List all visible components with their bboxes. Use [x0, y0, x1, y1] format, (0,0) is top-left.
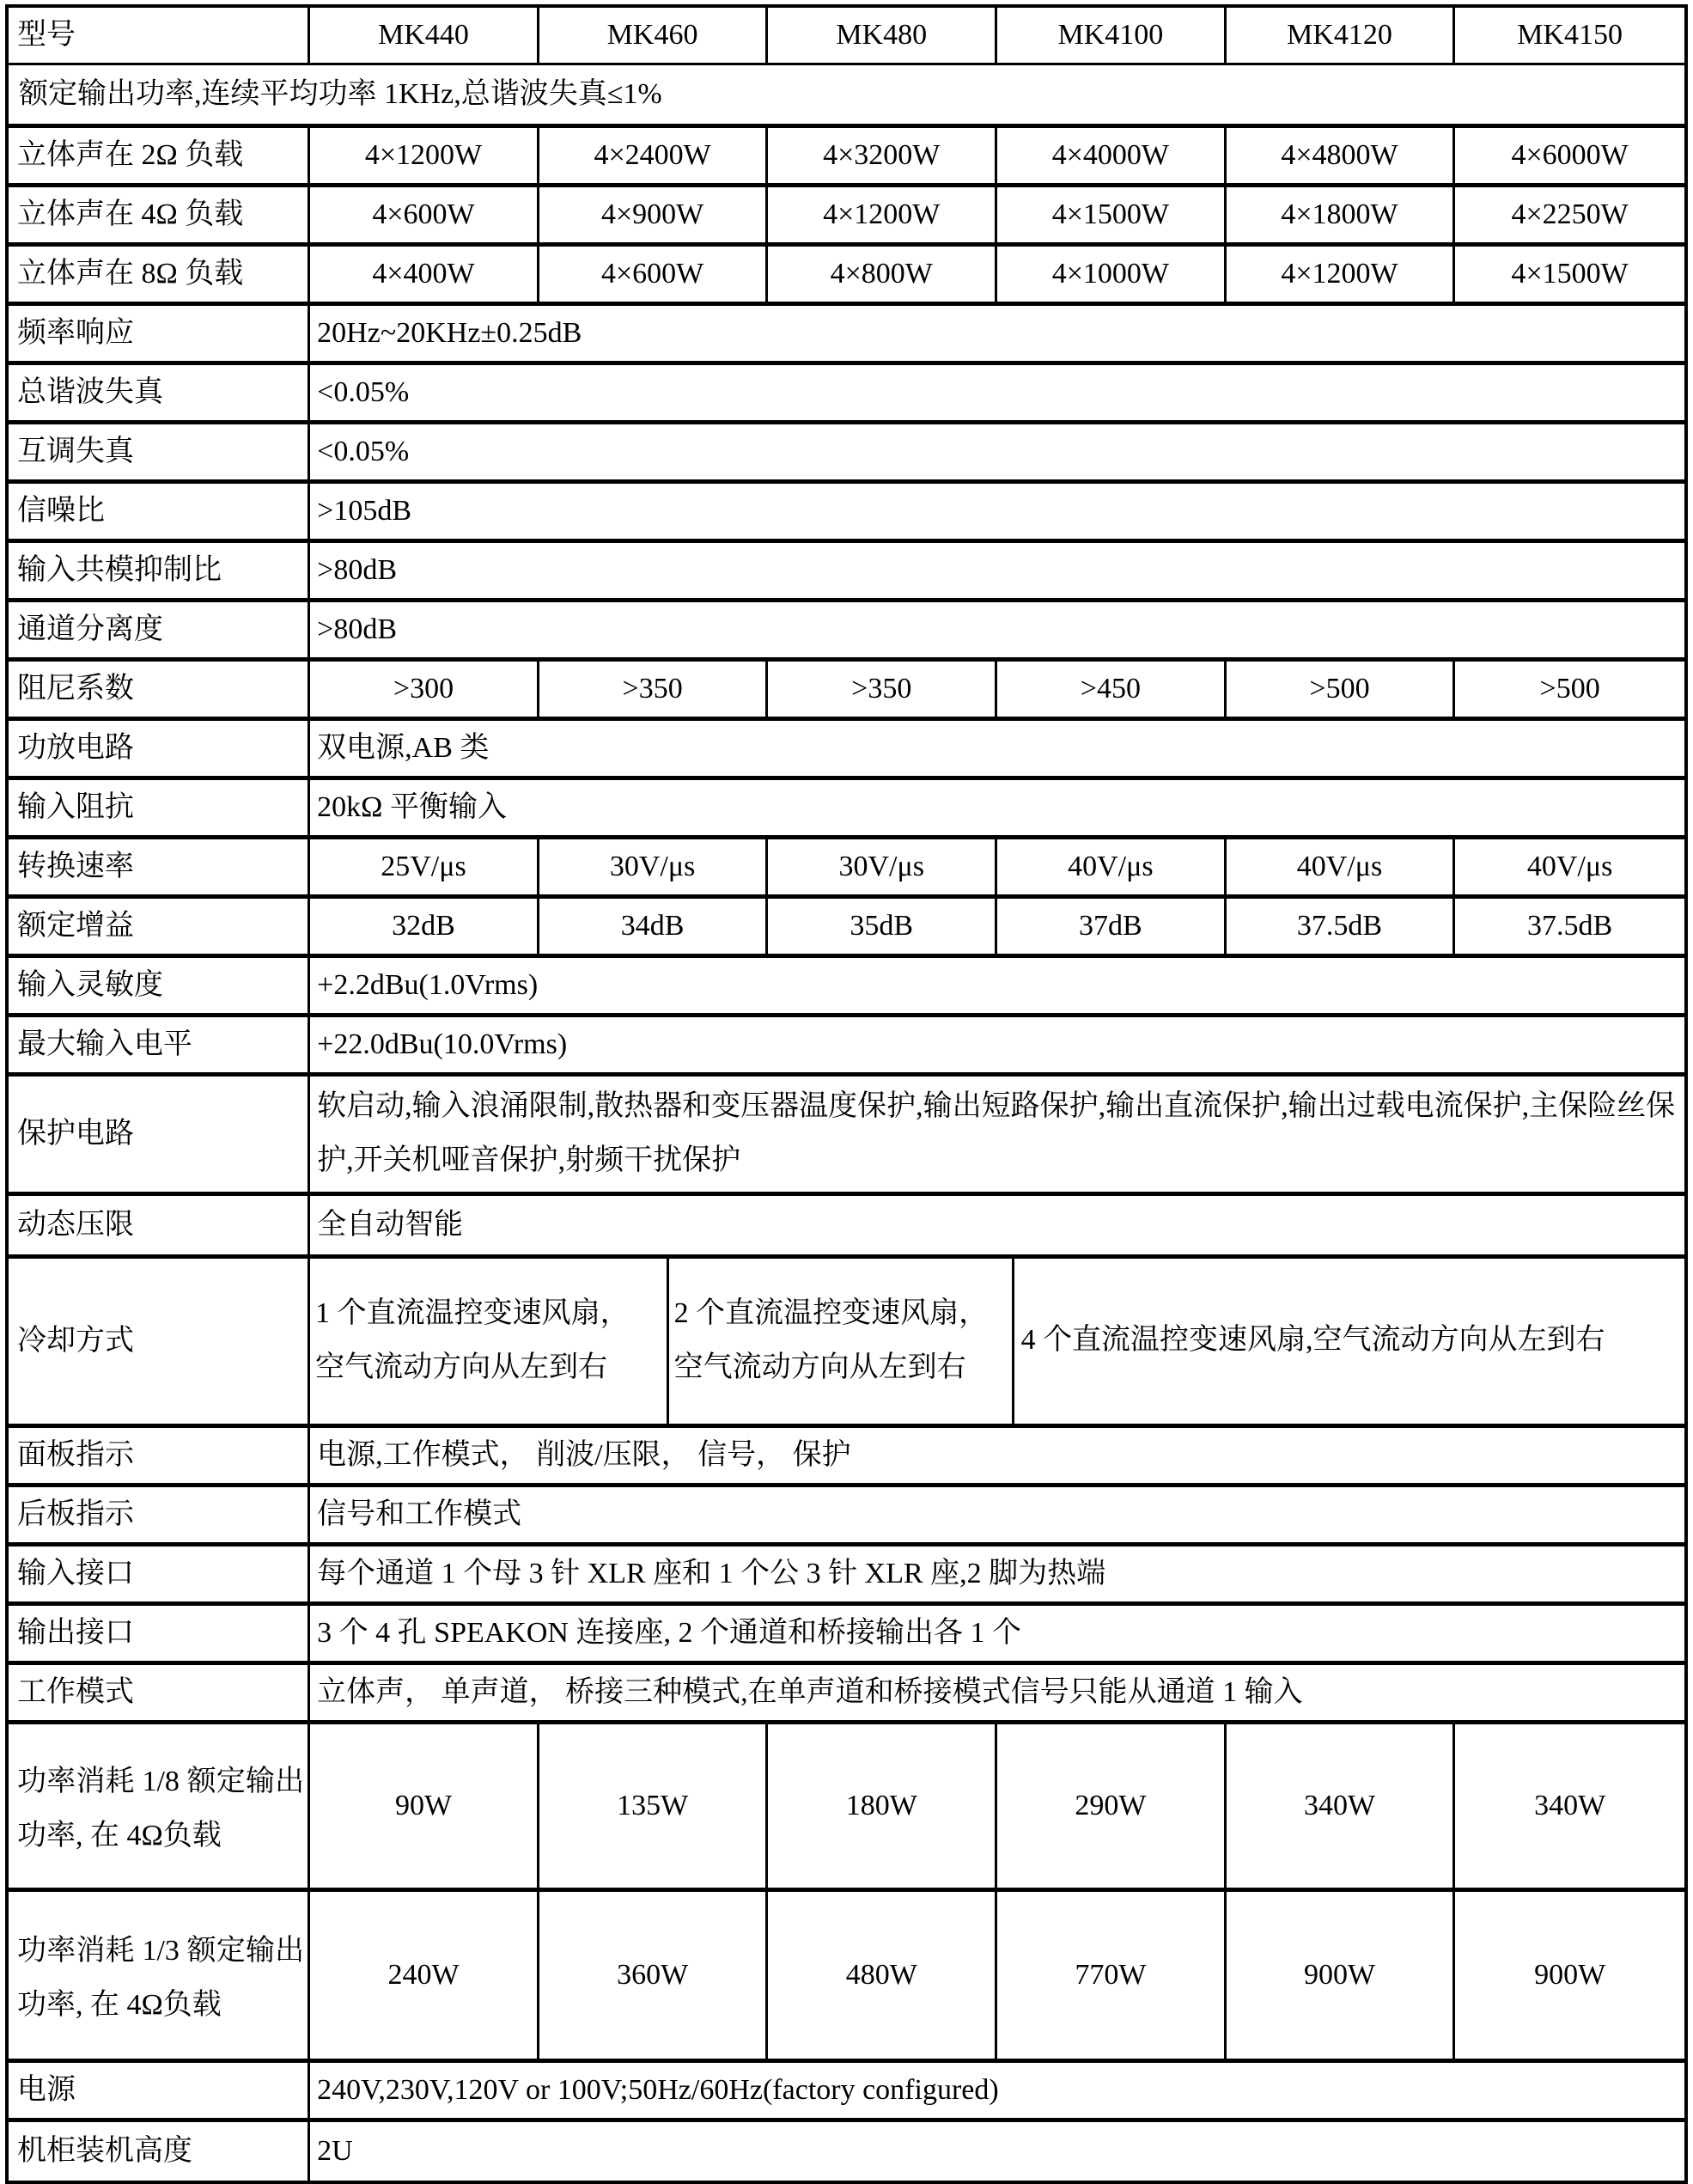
spec-value: 电源,工作模式， 削波/压限， 信号， 保护: [317, 1438, 851, 1471]
spec-value: 480W: [768, 1892, 997, 2059]
amplifier-spec-table: [5, 4, 1688, 2184]
spec-value: >500: [1227, 662, 1456, 717]
row-cmrr: [9, 543, 1684, 602]
spec-label: [9, 1724, 310, 1888]
spec-value: >350: [539, 662, 769, 717]
spec-label: 冷却方式: [9, 1259, 310, 1424]
spec-value: 4×900W: [539, 187, 769, 242]
spec-value: 25V/μs: [310, 839, 539, 894]
row-stereo-4ohm: [9, 187, 1684, 247]
spec-value: 900W: [1534, 1958, 1606, 1991]
spec-value: 软启动,输入浪涌限制,散热器和变压器温度保护,输出短路保护,输出直流保护,输出过载电流保护,主保险丝保护,开关机哑音保护,射频干扰保护: [317, 1090, 1676, 1176]
spec-label-text: 功率消耗 1/8 额定输出功率, 在 4Ω负载: [17, 1765, 305, 1852]
spec-value: >450: [997, 662, 1227, 717]
row-rated-gain: [9, 899, 1684, 958]
rated-output-section-title: 额定输出功率,连续平均功率 1KHz,总谐波失真≤1%: [19, 77, 662, 110]
spec-label: 输入灵敏度: [9, 958, 310, 1013]
row-protection: [9, 1077, 1684, 1196]
spec-value: 4×600W: [310, 187, 539, 242]
spec-value: 30V/μs: [539, 839, 769, 894]
spec-value: 2U: [317, 2134, 353, 2167]
row-rack-height: [9, 2122, 1684, 2181]
cooling-small-models: 1 个直流温控变速风扇， 空气流动方向从左到右: [310, 1259, 669, 1424]
spec-value: 4×1500W: [997, 187, 1227, 242]
row-cooling: [9, 1259, 1684, 1428]
spec-value: 3 个 4 孔 SPEAKON 连接座, 2 个通道和桥接输出各 1 个: [317, 1616, 1021, 1649]
spec-label: 面板指示: [9, 1428, 310, 1483]
spec-value: 4×1800W: [1227, 187, 1456, 242]
spec-value: 290W: [997, 1724, 1227, 1888]
model-name-mk480: MK480: [768, 8, 997, 63]
spec-value: 立体声， 单声道， 桥接三种模式,在单声道和桥接模式信号只能从通道 1 输入: [317, 1675, 1303, 1708]
spec-value: 900W: [1227, 1892, 1456, 2059]
spec-value: 30V/μs: [768, 839, 997, 894]
row-rear-panel: [9, 1487, 1684, 1546]
spec-value: 4×4000W: [997, 128, 1227, 183]
spec-label: 通道分离度: [9, 602, 310, 657]
spec-label: 功放电路: [9, 721, 310, 776]
spec-value: 37.5dB: [1227, 899, 1456, 954]
spec-label: 信噪比: [9, 484, 310, 539]
spec-value: 240V,230V,120V or 100V;50Hz/60Hz(factory configured): [317, 2073, 999, 2106]
spec-value: 37dB: [997, 899, 1227, 954]
row-damping-factor: [9, 662, 1684, 721]
row-power-consumption-1-3: [9, 1892, 1684, 2063]
spec-value: 每个通道 1 个母 3 针 XLR 座和 1 个公 3 针 XLR 座,2 脚为热端: [317, 1557, 1106, 1589]
row-max-input-level: [9, 1017, 1684, 1077]
spec-label: 转换速率: [9, 839, 310, 894]
model-name-mk4120: MK4120: [1227, 8, 1456, 63]
spec-label: 频率响应: [9, 306, 310, 361]
spec-value: 4×6000W: [1511, 138, 1629, 171]
spec-value: >105dB: [317, 494, 412, 527]
spec-value: 4×2250W: [1511, 198, 1629, 230]
spec-label: 机柜装机高度: [9, 2122, 310, 2181]
row-stereo-8ohm: [9, 247, 1684, 306]
spec-value: >300: [310, 662, 539, 717]
spec-label: 立体声在 4Ω 负载: [9, 187, 310, 242]
spec-value: 40V/μs: [1526, 850, 1613, 882]
spec-label: 输入共模抑制比: [9, 543, 310, 598]
spec-value: 20Hz~20KHz±0.25dB: [317, 316, 582, 349]
spec-value: 全自动智能: [317, 1208, 464, 1241]
spec-value: 20kΩ 平衡输入: [317, 790, 507, 823]
spec-value: 40V/μs: [1227, 839, 1456, 894]
spec-value: 4×1200W: [768, 187, 997, 242]
spec-label: 后板指示: [9, 1487, 310, 1542]
row-rated-output-section: [9, 65, 1684, 128]
spec-value: 32dB: [310, 899, 539, 954]
spec-value: >80dB: [317, 613, 398, 645]
row-operating-modes: [9, 1665, 1684, 1724]
spec-value: 90W: [310, 1724, 539, 1888]
row-stereo-2ohm: [9, 128, 1684, 187]
spec-label: 总谐波失真: [9, 365, 310, 420]
row-input-impedance: [9, 780, 1684, 839]
spec-value: 770W: [997, 1892, 1227, 2059]
spec-value: 4×4800W: [1227, 128, 1456, 183]
spec-value: 4×2400W: [539, 128, 769, 183]
model-name-mk4150: MK4150: [1517, 18, 1623, 51]
spec-value: 135W: [539, 1724, 769, 1888]
spec-value: 双电源,AB 类: [317, 731, 490, 764]
spec-label: 输入阻抗: [9, 780, 310, 835]
spec-value: <0.05%: [317, 435, 410, 467]
spec-label: 立体声在 2Ω 负载: [9, 128, 310, 183]
spec-value: 240W: [310, 1892, 539, 2059]
spec-label: 阻尼系数: [9, 662, 310, 717]
spec-value: 40V/μs: [997, 839, 1227, 894]
spec-value: 4×800W: [768, 247, 997, 302]
model-name-mk460: MK460: [539, 8, 769, 63]
spec-label: 互调失真: [9, 424, 310, 479]
spec-label: 输出接口: [9, 1606, 310, 1661]
spec-value: 34dB: [539, 899, 769, 954]
spec-label: 额定增益: [9, 899, 310, 954]
spec-value: >80dB: [317, 553, 398, 586]
model-header-label: 型号: [9, 8, 310, 63]
spec-value: 37.5dB: [1527, 909, 1613, 942]
spec-value: 360W: [539, 1892, 769, 2059]
spec-value: +2.2dBu(1.0Vrms): [317, 968, 539, 1001]
spec-label: 动态压限: [9, 1196, 310, 1254]
spec-label: [9, 1892, 310, 2059]
spec-value: 4×1000W: [997, 247, 1227, 302]
row-frequency-response: [9, 306, 1684, 365]
row-channel-separation: [9, 602, 1684, 662]
row-thd: [9, 365, 1684, 424]
spec-value: 4×600W: [539, 247, 769, 302]
row-amp-circuit: [9, 721, 1684, 780]
spec-label: 电源: [9, 2063, 310, 2118]
spec-value: 4×3200W: [768, 128, 997, 183]
row-model-header: [9, 8, 1684, 65]
model-name-mk440: MK440: [310, 8, 539, 63]
spec-label: 保护电路: [9, 1077, 310, 1192]
row-front-panel: [9, 1428, 1684, 1487]
row-power-consumption-1-8: [9, 1724, 1684, 1892]
spec-value: +22.0dBu(10.0Vrms): [317, 1028, 568, 1060]
row-mains-power: [9, 2063, 1684, 2122]
spec-value: 4×1200W: [310, 128, 539, 183]
row-imd: [9, 424, 1684, 484]
spec-value: >500: [1539, 672, 1600, 705]
row-slew-rate: [9, 839, 1684, 899]
spec-value: <0.05%: [317, 375, 410, 408]
row-dynamic-limiter: [9, 1196, 1684, 1259]
spec-value: 340W: [1534, 1789, 1606, 1821]
spec-value: >350: [768, 662, 997, 717]
row-snr: [9, 484, 1684, 543]
spec-value: 180W: [768, 1724, 997, 1888]
spec-value: 35dB: [768, 899, 997, 954]
model-name-mk4100: MK4100: [997, 8, 1227, 63]
spec-label: 输入接口: [9, 1546, 310, 1601]
row-output-connectors: [9, 1606, 1684, 1665]
row-input-connectors: [9, 1546, 1684, 1606]
spec-value: 340W: [1227, 1724, 1456, 1888]
cooling-mid-models: 2 个直流温控变速风扇， 空气流动方向从左到右: [669, 1259, 1014, 1424]
spec-value: 4×1500W: [1511, 257, 1629, 290]
spec-label: 立体声在 8Ω 负载: [9, 247, 310, 302]
spec-label: 最大输入电平: [9, 1017, 310, 1072]
spec-label: 工作模式: [9, 1665, 310, 1720]
spec-value: 信号和工作模式: [317, 1498, 522, 1530]
spec-value: 4×1200W: [1227, 247, 1456, 302]
row-input-sensitivity: [9, 958, 1684, 1017]
cooling-large-models: 4 个直流温控变速风扇,空气流动方向从左到右: [1020, 1324, 1605, 1357]
spec-value: 4×400W: [310, 247, 539, 302]
spec-label-text: 功率消耗 1/3 额定输出功率, 在 4Ω负载: [17, 1934, 305, 2021]
